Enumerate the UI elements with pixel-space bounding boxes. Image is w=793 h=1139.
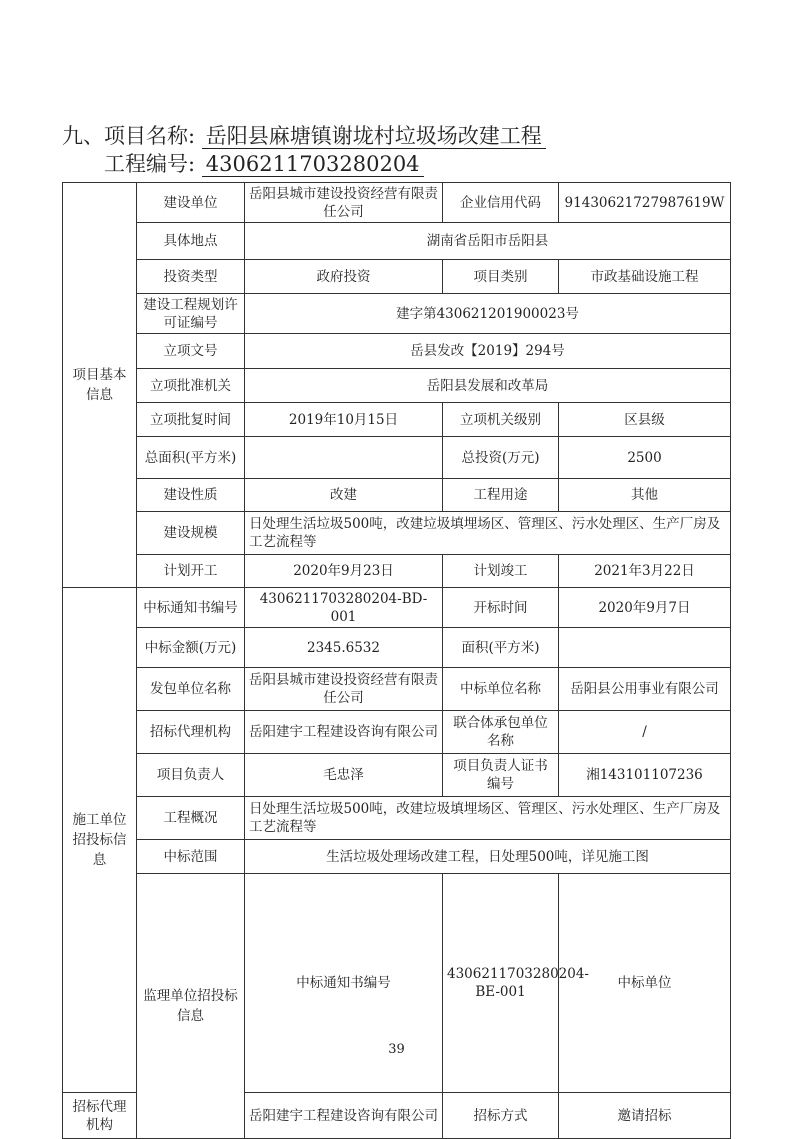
plan-end-label: 计划竣工 xyxy=(443,555,559,588)
open-time-value: 2020年9月7日 xyxy=(559,588,731,628)
permit-label: 建设工程规划许可证编号 xyxy=(137,294,245,334)
usage-label: 工程用途 xyxy=(443,479,559,512)
contractor-label: 发包单位名称 xyxy=(137,668,245,711)
approval-doc-value: 岳县发改【2019】294号 xyxy=(245,334,731,369)
construction-agent-label: 招标代理机构 xyxy=(137,711,245,754)
scope-value: 生活垃圾处理场改建工程，日处理500吨，详见施工图 xyxy=(245,840,731,874)
method-label: 招标方式 xyxy=(443,1093,559,1139)
build-unit-value: 岳阳县城市建设投资经营有限责任公司 xyxy=(245,183,443,223)
usage-value: 其他 xyxy=(559,479,731,512)
section-basic-info: 项目基本信息 xyxy=(63,183,137,588)
contractor-value: 岳阳县城市建设投资经营有限责任公司 xyxy=(245,668,443,711)
project-name-label: 九、项目名称: xyxy=(62,124,196,148)
supervision-agent-label: 招标代理机构 xyxy=(63,1093,137,1139)
project-code-value: 4306211703280204 xyxy=(202,152,424,177)
project-name-heading xyxy=(62,120,546,150)
section-supervision-bidding: 监理单位招投标信息 xyxy=(137,874,245,1139)
supervision-notice-no-value: 4306211703280204-BE-001 xyxy=(443,874,559,1093)
project-category-label: 项目类别 xyxy=(443,260,559,294)
open-time-label: 开标时间 xyxy=(443,588,559,628)
joint-value: / xyxy=(559,711,731,754)
construction-notice-no-value: 4306211703280204-BD-001 xyxy=(245,588,443,628)
total-area-label: 总面积(平方米) xyxy=(137,437,245,479)
construction-agent-value: 岳阳建宇工程建设咨询有限公司 xyxy=(245,711,443,754)
permit-value: 建字第430621201900023号 xyxy=(245,294,731,334)
construction-winner-label: 中标单位名称 xyxy=(443,668,559,711)
cert-value: 湘143101107236 xyxy=(559,754,731,797)
project-info-table xyxy=(62,182,731,1139)
plan-start-label: 计划开工 xyxy=(137,555,245,588)
approval-date-label: 立项批复时间 xyxy=(137,403,245,437)
approval-date-value: 2019年10月15日 xyxy=(245,403,443,437)
overview-label: 工程概况 xyxy=(137,797,245,840)
credit-code-label: 企业信用代码 xyxy=(443,183,559,223)
bid-amount-label: 中标金额(万元) xyxy=(137,628,245,668)
approval-org-value: 岳阳县发展和改革局 xyxy=(245,369,731,403)
construction-notice-no-label: 中标通知书编号 xyxy=(137,588,245,628)
project-code-label: 工程编号: xyxy=(104,152,196,176)
project-code-heading xyxy=(104,148,424,178)
approval-doc-label: 立项文号 xyxy=(137,334,245,369)
supervision-agent-value: 岳阳建宇工程建设咨询有限公司 xyxy=(245,1093,443,1139)
method-value: 邀请招标 xyxy=(559,1093,731,1139)
org-level-value: 区县级 xyxy=(559,403,731,437)
manager-label: 项目负责人 xyxy=(137,754,245,797)
nature-label: 建设性质 xyxy=(137,479,245,512)
scale-label: 建设规模 xyxy=(137,512,245,555)
plan-end-value: 2021年3月22日 xyxy=(559,555,731,588)
total-invest-label: 总投资(万元) xyxy=(443,437,559,479)
approval-org-label: 立项批准机关 xyxy=(137,369,245,403)
project-name-value: 岳阳县麻塘镇谢垅村垃圾场改建工程 xyxy=(202,124,546,149)
joint-label: 联合体承包单位名称 xyxy=(443,711,559,754)
nature-value: 改建 xyxy=(245,479,443,512)
invest-type-value: 政府投资 xyxy=(245,260,443,294)
cert-label: 项目负责人证书编号 xyxy=(443,754,559,797)
scope-label: 中标范围 xyxy=(137,840,245,874)
build-unit-label: 建设单位 xyxy=(137,183,245,223)
overview-value: 日处理生活垃圾500吨，改建垃圾填埋场区、管理区、污水处理区、生产厂房及工艺流程等 xyxy=(245,797,731,840)
construction-area-value xyxy=(559,628,731,668)
page-number: 39 xyxy=(388,1042,405,1057)
total-invest-value: 2500 xyxy=(559,437,731,479)
plan-start-value: 2020年9月23日 xyxy=(245,555,443,588)
construction-winner-value: 岳阳县公用事业有限公司 xyxy=(559,668,731,711)
construction-area-label: 面积(平方米) xyxy=(443,628,559,668)
scale-value: 日处理生活垃圾500吨，改建垃圾填埋场区、管理区、污水处理区、生产厂房及工艺流程等 xyxy=(245,512,731,555)
location-label: 具体地点 xyxy=(137,223,245,260)
manager-value: 毛忠泽 xyxy=(245,754,443,797)
section-construction-bidding: 施工单位招投标信息 xyxy=(63,588,137,1093)
project-category-value: 市政基础设施工程 xyxy=(559,260,731,294)
supervision-winner-label: 中标单位 xyxy=(559,874,731,1093)
total-area-value xyxy=(245,437,443,479)
org-level-label: 立项机关级别 xyxy=(443,403,559,437)
invest-type-label: 投资类型 xyxy=(137,260,245,294)
credit-code-value: 91430621727987619W xyxy=(559,183,731,223)
supervision-notice-no-label: 中标通知书编号 xyxy=(245,874,443,1093)
location-value: 湖南省岳阳市岳阳县 xyxy=(245,223,731,260)
bid-amount-value: 2345.6532 xyxy=(245,628,443,668)
